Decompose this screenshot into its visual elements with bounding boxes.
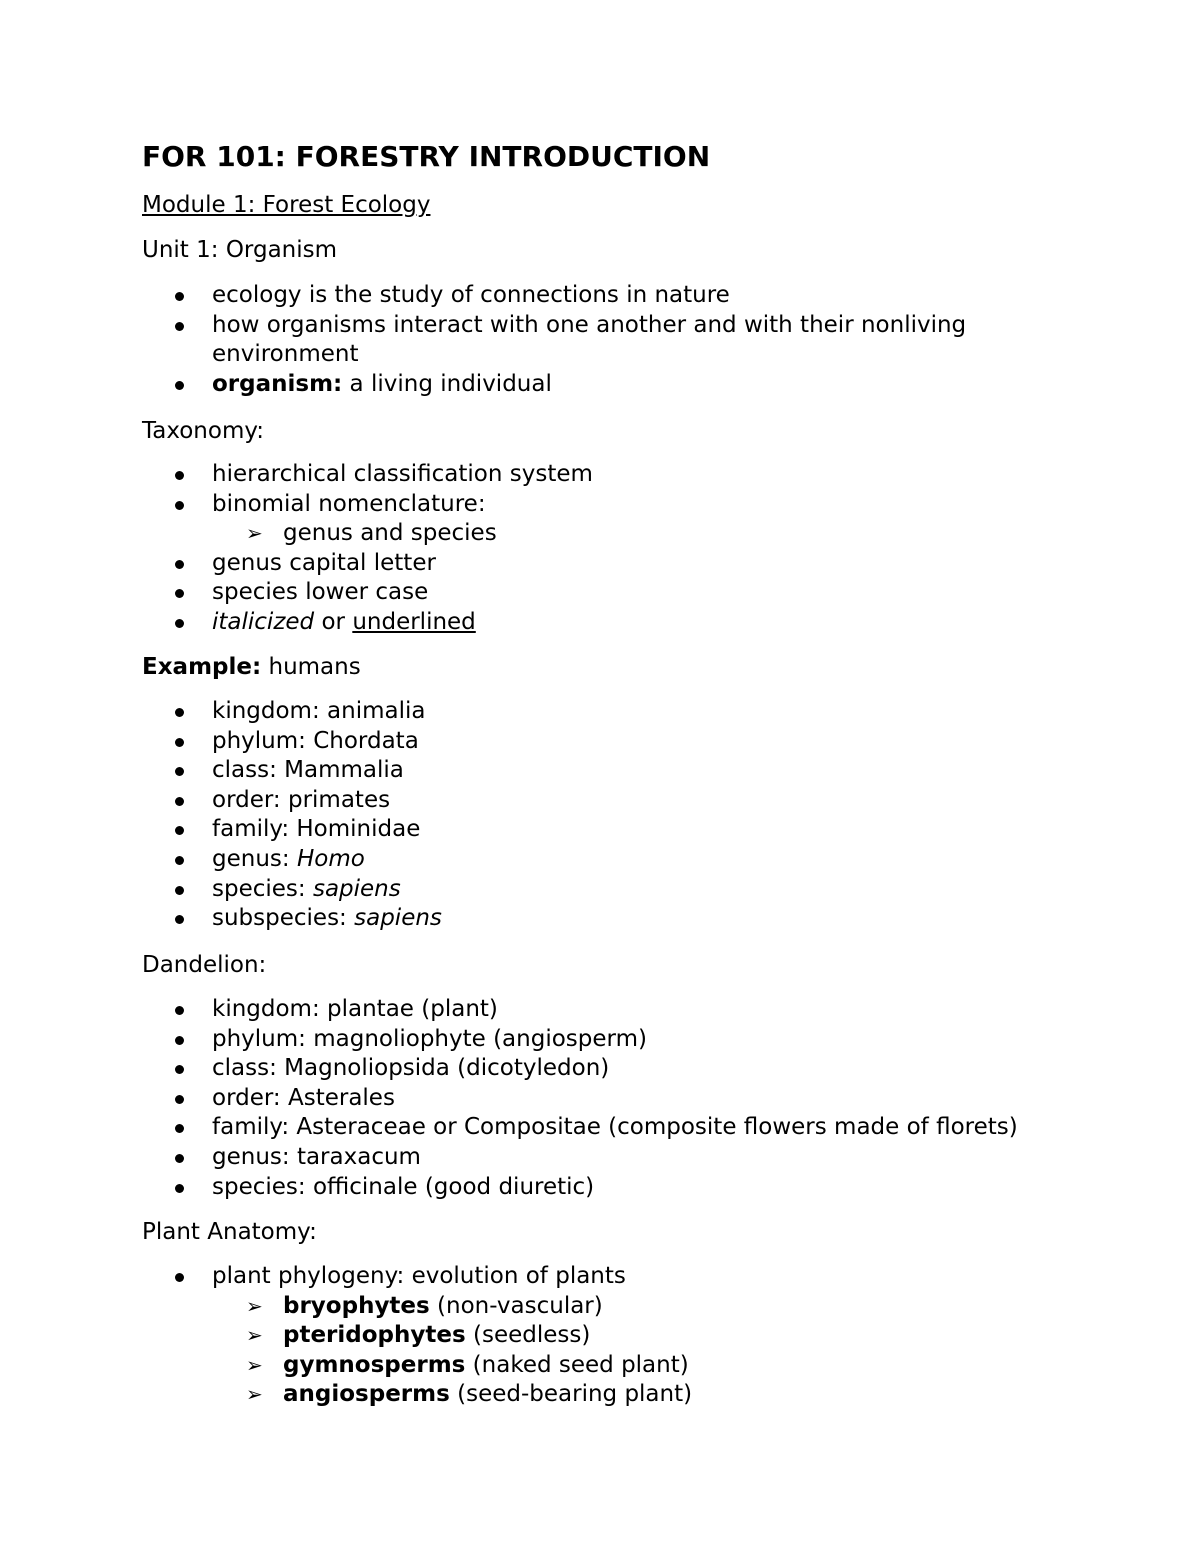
list-item: hierarchical classification system: [0, 460, 593, 490]
taxonomy-heading: Taxonomy:: [142, 418, 265, 444]
unit-heading: Unit 1: Organism: [142, 237, 338, 263]
taxonomy-bullet-list: [0, 460, 593, 638]
list-item: genus: Homo: [0, 845, 442, 875]
example-heading: Example: humans: [142, 654, 361, 680]
list-item: phylum: Chordata: [0, 727, 442, 757]
list-item: italicized or underlined: [0, 608, 593, 638]
list-item: class: Magnoliopsida (dicotyledon): [0, 1054, 1018, 1084]
list-item: family: Hominidae: [0, 815, 442, 845]
list-item: subspecies: sapiens: [0, 904, 442, 934]
arrowhead-icon: ➢: [246, 1293, 263, 1318]
list-item: species: sapiens: [0, 875, 442, 905]
arrowhead-icon: ➢: [246, 1323, 263, 1348]
example-bullet-list: [0, 697, 442, 934]
arrowhead-icon: ➢: [246, 1382, 263, 1407]
plant-anatomy-heading: Plant Anatomy:: [142, 1219, 317, 1245]
list-item: family: Asteraceae or Compositae (composite flowers made of florets): [0, 1113, 1018, 1143]
list-item: class: Mammalia: [0, 756, 442, 786]
sub-list-item: ➢ genus and species: [0, 519, 593, 549]
sub-list-item: ➢ gymnosperms (naked seed plant): [0, 1351, 692, 1381]
list-item: phylum: magnoliophyte (angiosperm): [0, 1025, 1018, 1055]
document-title: FOR 101: FORESTRY INTRODUCTION: [142, 140, 711, 173]
dandelion-heading: Dandelion:: [142, 952, 267, 978]
sub-list-item: ➢ bryophytes (non-vascular): [0, 1292, 692, 1322]
list-item: kingdom: animalia: [0, 697, 442, 727]
organism-term: organism:: [212, 370, 343, 397]
list-item: kingdom: plantae (plant): [0, 995, 1018, 1025]
list-item: how organisms interact with one another and with their nonliving environment: [0, 311, 992, 370]
list-item: species: officinale (good diuretic): [0, 1173, 1018, 1203]
unit-bullet-list: [0, 281, 992, 399]
list-item: species lower case: [0, 578, 593, 608]
list-item: order: primates: [0, 786, 442, 816]
list-item: order: Asterales: [0, 1084, 1018, 1114]
list-item: genus: taraxacum: [0, 1143, 1018, 1173]
sub-list-item: ➢ angiosperms (seed-bearing plant): [0, 1380, 692, 1410]
sub-list-item: ➢ pteridophytes (seedless): [0, 1321, 692, 1351]
list-item: ecology is the study of connections in nature: [0, 281, 992, 311]
arrowhead-icon: ➢: [246, 1352, 263, 1377]
list-item: binomial nomenclature:: [0, 490, 593, 520]
dandelion-bullet-list: [0, 995, 1018, 1202]
plant-anatomy-bullet-list: [0, 1262, 692, 1410]
list-item: genus capital letter: [0, 549, 593, 579]
module-heading: Module 1: Forest Ecology: [142, 192, 431, 218]
arrowhead-icon: ➢: [246, 521, 263, 546]
list-item: organism: a living individual: [0, 370, 992, 400]
list-item: plant phylogeny: evolution of plants: [0, 1262, 692, 1292]
